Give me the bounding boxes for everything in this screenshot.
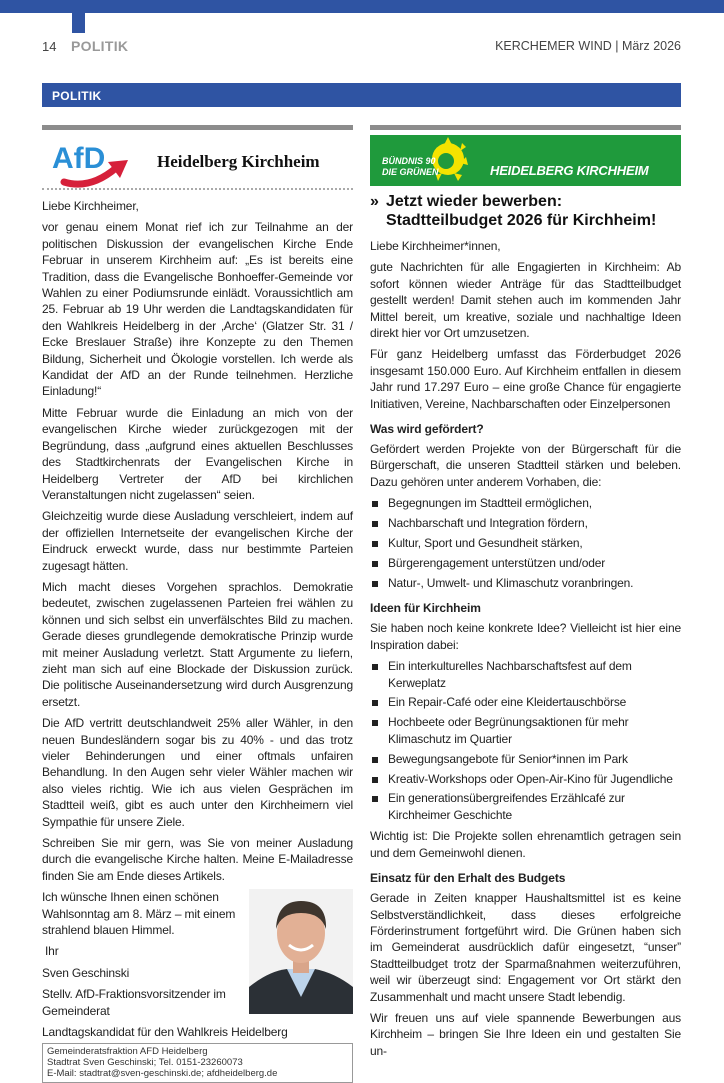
paragraph: Wir freuen uns auf viele spannende Bewerbungen aus Kirchheim – bringen Sie Ihre Ideen ein und gestalten Sie un- — [370, 1010, 681, 1058]
subheading: Ideen für Kirchheim — [370, 601, 481, 616]
section-bar: POLITIK — [42, 83, 681, 107]
top-tab-marker — [72, 13, 85, 33]
column-divider — [370, 125, 681, 130]
list-item: Kreativ-Workshops oder Open-Air-Kino für Jugendliche — [370, 771, 681, 787]
ihr: Ihr — [45, 944, 59, 959]
paragraph: Wichtig ist: Die Projekte sollen ehrenamtlich getragen sein und dem Gemeinwohl dienen. — [370, 829, 681, 860]
paragraph: Sie haben noch keine konkrete Idee? Vielleicht ist hier eine Inspiration dabei: — [370, 621, 681, 652]
list-item: Ein interkulturelles Nachbarschaftsfest auf dem Kerweplatz — [370, 658, 681, 691]
afd-title: Heidelberg Kirchheim — [157, 152, 320, 171]
bullet-list — [370, 658, 681, 823]
paragraph: Gleichzeitig wurde diese Ausladung verschleiert, indem auf der offiziellen Internetseite der evangelischen Kirche der Eindruck erweckt wurde, dass nur bestimmte Parteien zugesagt hätten. — [42, 509, 353, 573]
paragraph: Die AfD vertritt deutschlandweit 25% aller Wähler, in den neuen Bundesländern sogar bis zu 40% - und das trotz vieler Behinderungen und einer oftmals unfairen Behandlung. In den Augen sehr vieler Wähler machen wir also vieles richtig. Wie ich aus vielen Gesprächen im Stadtteil weiß, gibt es auch unter den Kirchheimern viel Sympathie für unsere Ziele. — [42, 716, 353, 829]
signature-block — [42, 889, 353, 1040]
contact-box — [42, 1043, 353, 1083]
paragraph: Schreiben Sie mir gern, was Sie von meiner Ausladung durch die evangelische Kirche halten. Meine E-Mailadresse finden Sie am Ende dieses Artikels. — [42, 836, 353, 883]
subheading: Was wird gefördert? — [370, 422, 484, 437]
headline-marker: » — [370, 193, 379, 210]
svg-text:AfD: AfD — [52, 142, 106, 175]
svg-text:DIE GRÜNEN: DIE GRÜNEN — [382, 167, 439, 177]
paragraph: vor genau einem Monat rief ich zur Teilnahme an der politischen Diskussion der evangelischen Kirche Ende Februar in unserem Kirchheim auf: „Es ist bereits eine Tradition, dass die Evangelische Bonhoeffer-Gemeinde vor Wahlen zu einer Podiumsrunde einlädt. Voraussichtlich am 25. Februar ab 19 Uhr werden die Landtagskandidaten für den Wahlkreis Heidelberg in der ‚Arche‘ (Glatzer Str. 31 / Ecke Breslauer Straße) ihre Konzepte zu den Themen Bildung, Sicherheit und Ökologie vorstellen. Ich werde als Kandidat der AfD an der Runde teilnehmen. Herzliche Einladung!“ — [42, 220, 353, 399]
contact-email: E-Mail: stadtrat@sven-geschinski.de; afdheidelberg.de — [47, 1067, 278, 1079]
paragraph: Gefördert werden Projekte von der Bürgerschaft für die Bürgerschaft, die unseren Stadtteil stärken und beleben. Dazu gehören unter anderem Vorhaben, die: — [370, 442, 681, 489]
gruene-article — [370, 125, 681, 1064]
contact-line: Gemeinderatsfraktion AFD Heidelberg — [47, 1045, 208, 1057]
subheading: Einsatz für den Erhalt des Budgets — [370, 871, 566, 886]
gruene-banner — [370, 135, 681, 186]
closing-line: Ich wünsche Ihnen einen schönen Wahlsonntag am 8. März – mit einem strahlend blauen Himmel. — [42, 890, 236, 938]
list-item: Bürgerengagement unterstützen und/oder — [370, 555, 681, 571]
afd-header — [42, 130, 353, 190]
list-item: Bewegungsangebote für Senior*innen im Park — [370, 751, 681, 767]
gruene-banner-title: HEIDELBERG KIRCHHEIM — [490, 163, 649, 178]
paragraph: Für ganz Heidelberg umfasst das Förderbudget 2026 insgesamt 150.000 Euro. Auf Kirchheim entfallen in diesem Jahr rund 17.297 Euro – eine große Chance für engagierte Initiativen, Vereine, Nachbarschaften oder Einzelpersonen — [370, 347, 681, 411]
list-item: Nachbarschaft und Integration fördern, — [370, 515, 681, 531]
contact-line: Stadtrat Sven Geschinski; Tel. 0151-23260073 — [47, 1056, 243, 1068]
page-section: POLITIK — [71, 38, 129, 54]
paragraph: Mich macht dieses Vorgehen sprachlos. Demokratie bedeutet, zwischen zugelassenen Parteien frei wählen zu können und sich selbst ein unverfälschtes Bild zu machen. Gerade dieses grundlegende demokratische Prinzip wurde mit meiner Ausladung verletzt. Statt Argumente zu liefern, zieht man sich auf eine Blockade der Diskussion zurück. Die politische Auseinandersetzung wird durch Ausgrenzung ersetzt. — [42, 579, 353, 709]
svg-text:BÜNDNIS 90: BÜNDNIS 90 — [382, 156, 436, 166]
list-item: Natur-, Umwelt- und Klimaschutz voranbringen. — [370, 575, 681, 591]
list-item: Kultur, Sport und Gesundheit stärken, — [370, 535, 681, 551]
publication-info: KERCHEMER WIND | März 2026 — [495, 39, 681, 53]
article-headline — [370, 192, 681, 230]
top-bar — [0, 0, 724, 13]
list-item: Begegnungen im Stadtteil ermöglichen, — [370, 495, 681, 511]
paragraph: gute Nachrichten für alle Engagierten in Kirchheim: Ab sofort können wieder Anträge für das Stadtteilbudget gestellt werden! Damit stehen auch im kommenden Jahr Mittel bereit, um kreative, soziale und nachhaltige Ideen direkt hier vor Ort umzusetzen. — [370, 260, 681, 341]
author-role: Stellv. AfD-Fraktionsvorsitzender im Gemeinderat — [42, 987, 226, 1018]
list-item: Ein Repair-Café oder eine Kleidertauschbörse — [370, 694, 681, 710]
author-candidacy: Landtagskandidat für den Wahlkreis Heidelberg — [42, 1025, 288, 1040]
bullet-list — [370, 495, 681, 591]
paragraph: Liebe Kirchheimer, — [42, 199, 139, 213]
list-item: Ein generationsübergreifendes Erzählcafé zur Kirchheimer Geschichte — [370, 790, 681, 823]
gruene-logo — [380, 137, 480, 185]
afd-logo — [50, 138, 140, 188]
author-name: Sven Geschinski — [42, 965, 130, 980]
headline-text: Jetzt wieder bewerben: Stadtteilbudget 2026 für Kirchheim! — [386, 193, 657, 229]
paragraph: Liebe Kirchheimer*innen, — [370, 239, 501, 253]
page-number: 14 — [42, 39, 57, 54]
author-photo — [249, 889, 353, 1014]
afd-article — [42, 125, 353, 1083]
list-item: Hochbeete oder Begrünungsaktionen für mehr Klimaschutz im Quartier — [370, 714, 681, 747]
paragraph: Mitte Februar wurde die Einladung an mich von der evangelischen Kirche wieder zurückgezogen mit der Begründung, dass „aufgrund eines aktuellen Beschlusses des Stadtkirchenrats der Evangelischen Kirche in Heidelberg Vertreter der AfD bei kirchlichen Veranstaltungen nicht zugelassen“ seien. — [42, 405, 353, 502]
paragraph: Gerade in Zeiten knapper Haushaltsmittel ist es keine Selbstverständlichkeit, dass dieses erfolgreiche Förderinstrument fortgeführt wird. Die Grünen haben sich im Gemeinderat ausdrücklich dafür eingesetzt, “unser” Stadtteilbudget trotz der Sparmaßnahmen weiterzuführen, weil wir überzeugt sind: Engagement vor Ort stärkt den Zusammenhalt und macht unsere Stadt lebendig. — [370, 891, 681, 1004]
